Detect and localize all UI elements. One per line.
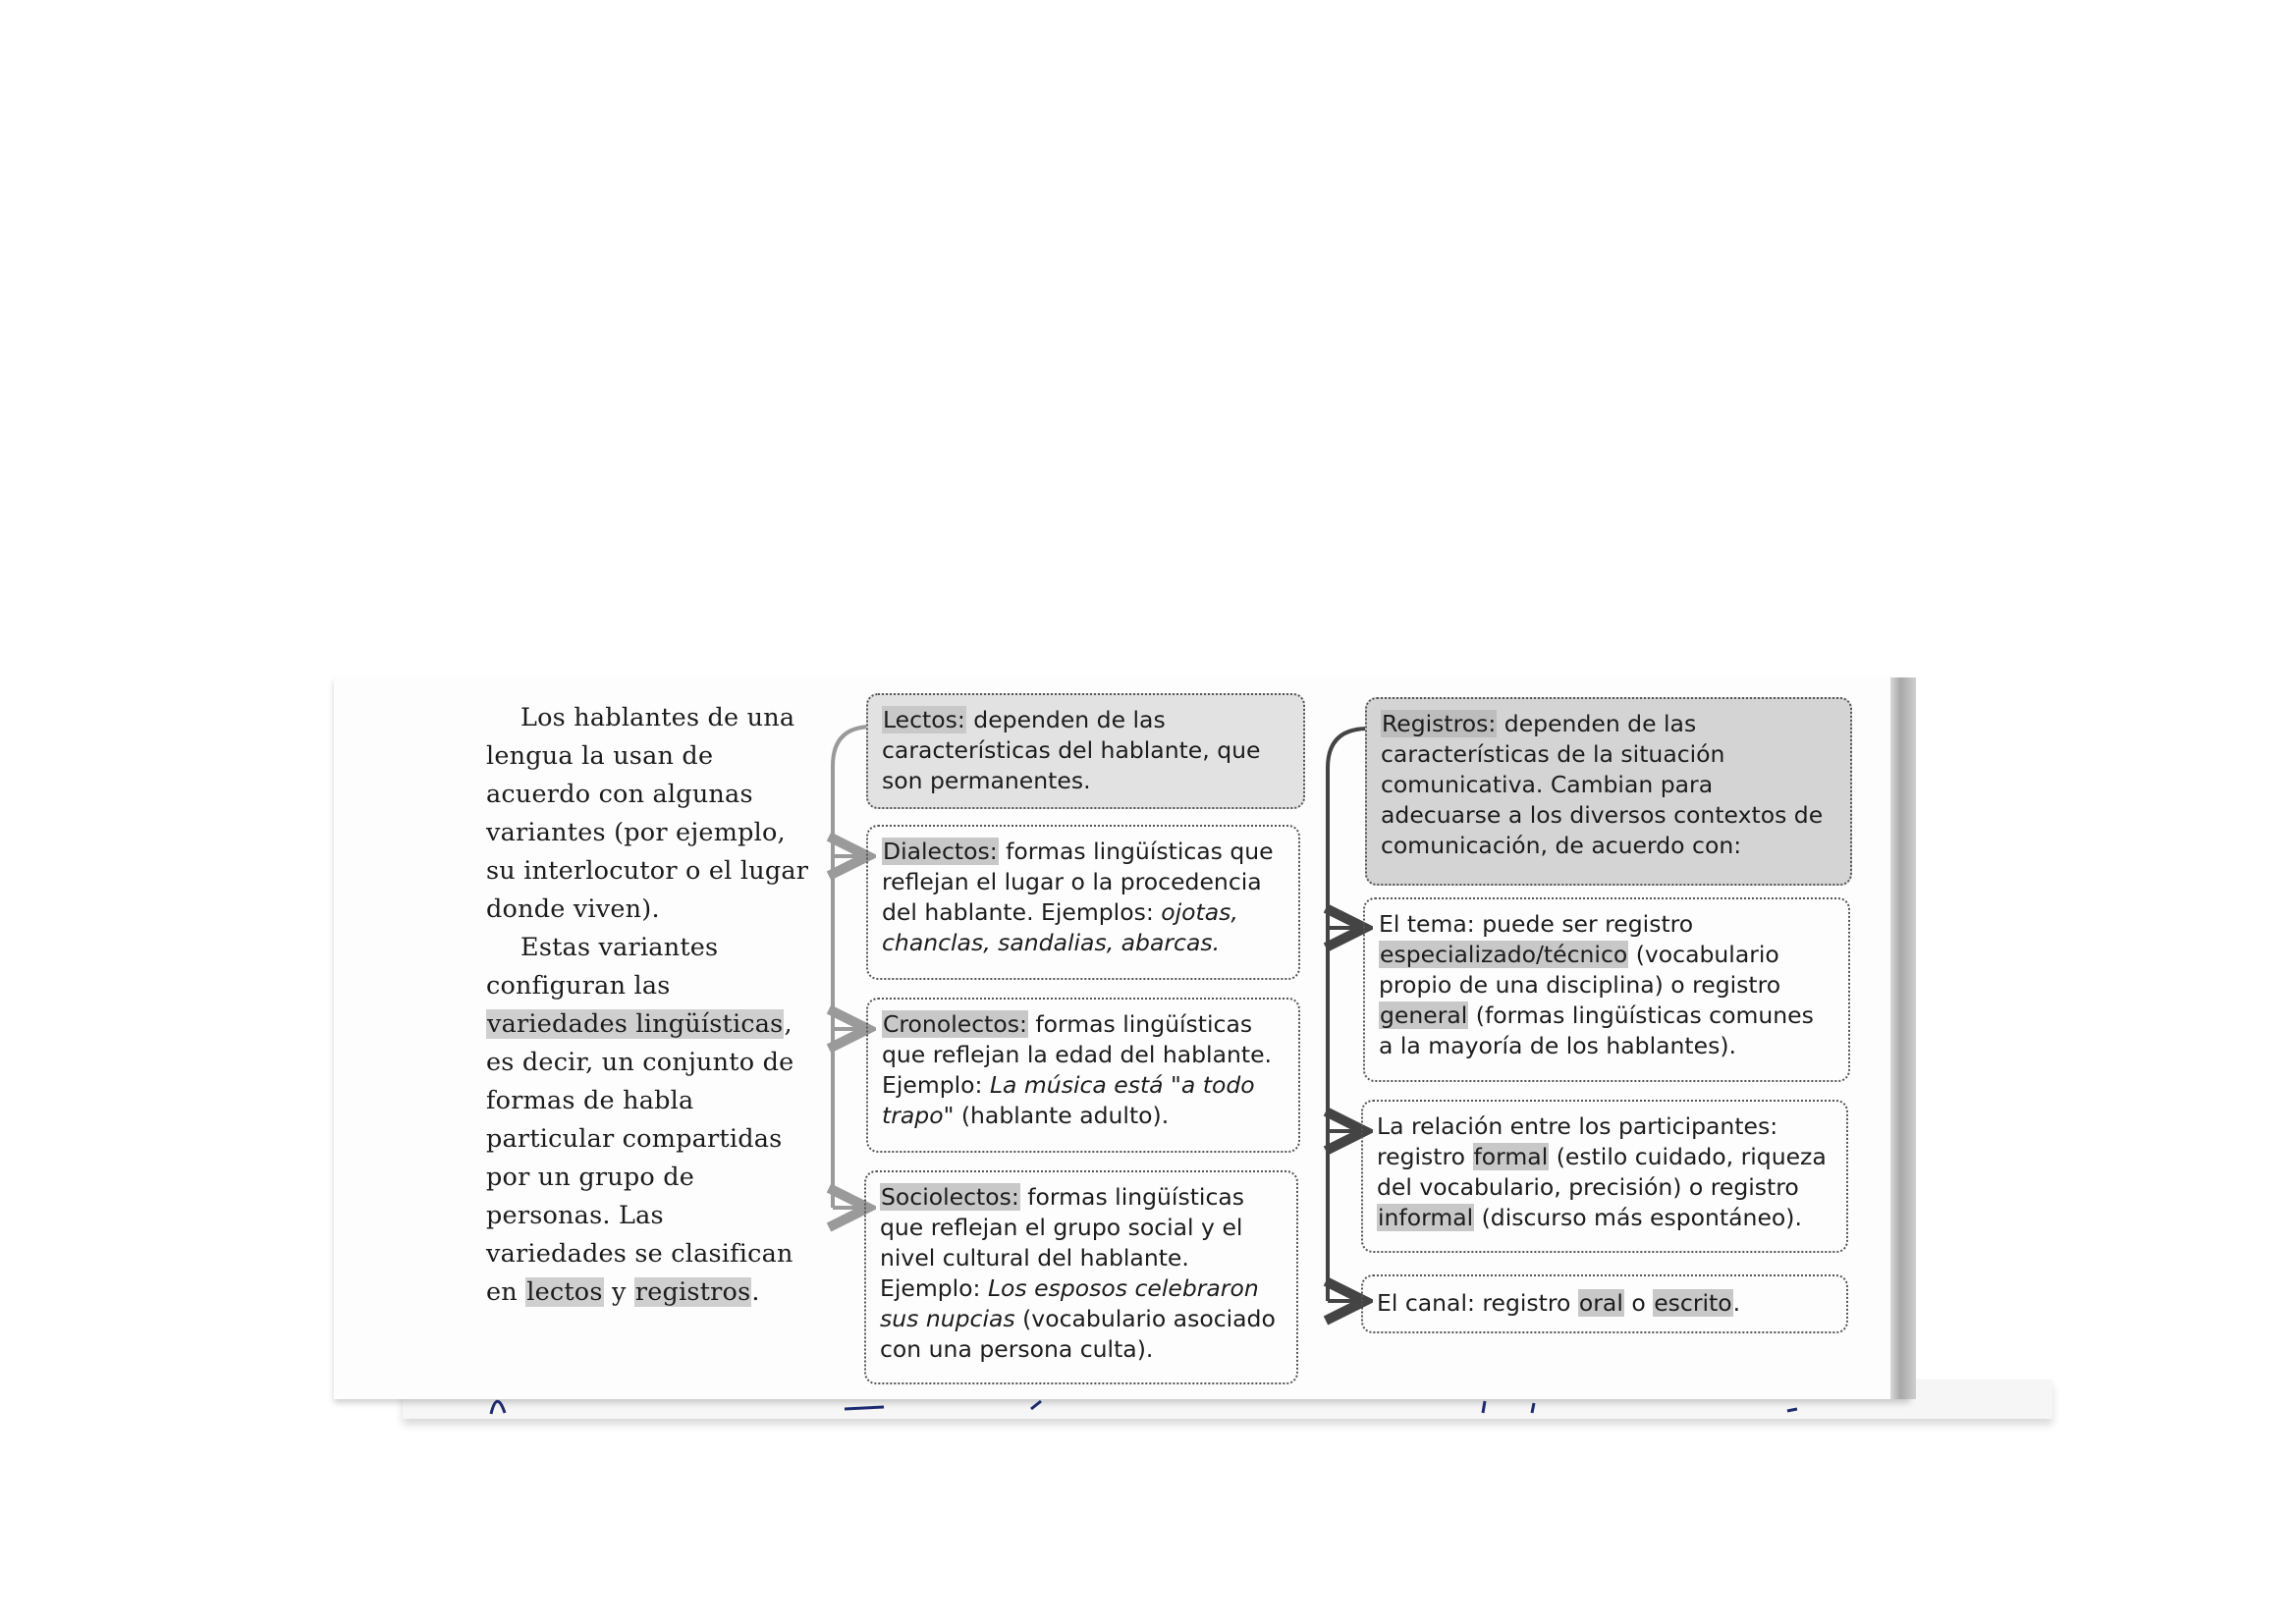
sociolectos-example: Los esposos celebraron sus nupcias <box>880 1274 1259 1332</box>
sociolectos-text: formas lingüísticas que reflejan el grupo social y el nivel cultural del hablante. Ejemplo: <box>880 1183 1245 1302</box>
dialectos-example: ojotas, chanclas, sandalias, abarcas. <box>882 898 1238 956</box>
relacion-text: La relación entre los participantes: registro <box>1377 1112 1778 1170</box>
intro-p2-text-d: . <box>751 1277 760 1307</box>
highlight-informal: informal <box>1378 1204 1474 1231</box>
relacion-box <box>1361 1100 1848 1253</box>
tema-text: El tema: puede ser registro <box>1379 910 1694 938</box>
registros-text: dependen de las características de la situación comunicativa. Cambian para adecuarse a los diversos contextos de comunicación, de acuerdo con: <box>1381 710 1824 859</box>
canal-text-c: . <box>1732 1289 1741 1317</box>
lectos-label: Lectos: <box>883 706 965 733</box>
lectos-text: dependen de las características del hablante, que son permanentes. <box>882 706 1261 794</box>
relacion-text-b: (estilo cuidado, riqueza del vocabulario, precisión) o registro <box>1377 1143 1827 1201</box>
cronolectos-text: formas lingüísticas que reflejan la edad del hablante. Ejemplo: <box>882 1010 1273 1099</box>
highlight-formal: formal <box>1473 1143 1549 1170</box>
highlight-general: general <box>1380 1001 1468 1029</box>
registros-label: Registros: <box>1382 710 1497 737</box>
relacion-text-c: (discurso más espontáneo). <box>1474 1204 1802 1231</box>
dialectos-label: Dialectos: <box>883 838 998 865</box>
intro-p2-text-b: , es decir, un conjunto de formas de habla particular compartidas por un grupo de personas. Las variedades se clasifican en <box>486 1009 794 1307</box>
intro-p2-text-c: y <box>603 1277 634 1307</box>
handwriting-traces <box>471 1380 1846 1419</box>
highlight-escrito: escrito <box>1654 1289 1732 1317</box>
registros-header-box <box>1365 697 1852 886</box>
highlight-lectos: lectos <box>526 1277 603 1307</box>
canal-box <box>1361 1274 1848 1333</box>
highlight-registros: registros <box>634 1277 751 1307</box>
highlight-especializado: especializado/técnico <box>1380 941 1628 968</box>
highlight-oral: oral <box>1578 1289 1623 1317</box>
canal-text-b: o <box>1623 1289 1654 1317</box>
canal-text: El canal: registro <box>1377 1289 1578 1317</box>
dialectos-text: formas lingüísticas que reflejan el lugar o la procedencia del hablante. Ejemplos: <box>882 838 1274 926</box>
sociolectos-label: Sociolectos: <box>881 1183 1019 1211</box>
lectos-header-box <box>866 693 1305 809</box>
tema-text-c: (formas lingüísticas comunes a la mayoría de los hablantes). <box>1379 1001 1814 1059</box>
cronolectos-box <box>866 998 1300 1153</box>
cronolectos-example: La música está "a todo trapo" <box>882 1071 1255 1129</box>
intro-p2-text: Estas variantes configuran las <box>486 933 719 1001</box>
sociolectos-box <box>864 1170 1298 1384</box>
tema-box <box>1363 897 1850 1082</box>
highlight-variedades: variedades lingüísticas <box>487 1009 784 1039</box>
tema-text-b: (vocabulario propio de una disciplina) o registro <box>1379 941 1781 999</box>
intro-paragraph-1: Los hablantes de una lengua la usan de acuerdo con algunas variantes (por ejemplo, su interlocutor o el lugar donde viven). <box>486 703 809 924</box>
cronolectos-tail: (hablante adulto). <box>954 1102 1170 1129</box>
dialectos-box <box>866 825 1300 980</box>
sociolectos-tail: (vocabulario asociado con una persona culta). <box>880 1305 1276 1363</box>
cronolectos-label: Cronolectos: <box>883 1010 1027 1038</box>
